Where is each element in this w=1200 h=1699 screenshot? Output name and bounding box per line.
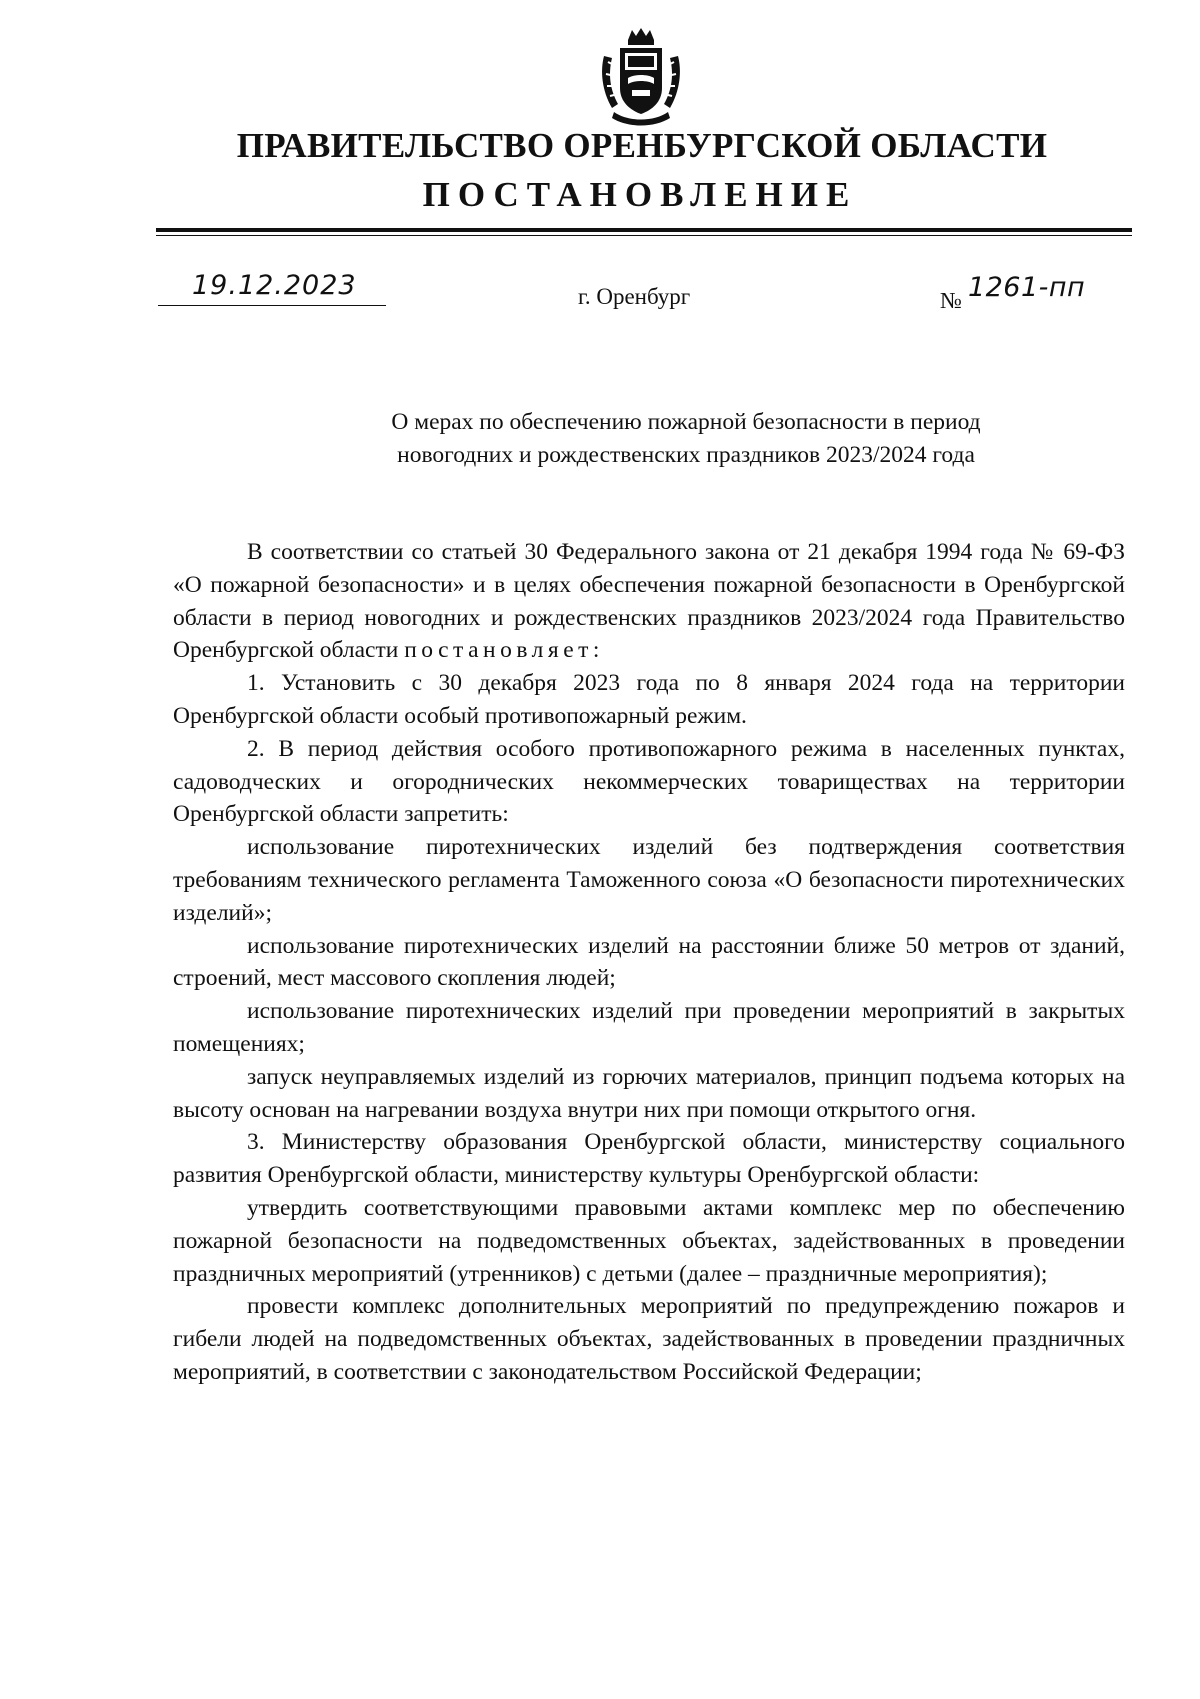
- header-rule-thin: [156, 235, 1132, 236]
- subject-line-1: О мерах по обеспечению пожарной безопасности в период: [391, 409, 981, 435]
- header-rule-thick: [156, 228, 1132, 232]
- date-value: 19.12.2023: [192, 270, 357, 301]
- document-subject: [198, 406, 1174, 472]
- date-underline: [158, 305, 386, 306]
- preamble-verb: постановляет:: [404, 637, 604, 664]
- government-name: ПРАВИТЕЛЬСТВО ОРЕНБУРГСКОЙ ОБЛАСТИ: [236, 126, 1048, 165]
- body-paragraph: провести комплекс дополнительных мероприятий по предупреждению пожаров и гибели людей на подведомственных объектах, задействованных в проведении праздничных мероприятий, в соответствии с законодательством Российской Федерации;: [173, 1293, 1125, 1385]
- body-paragraph: запуск неуправляемых изделий из горючих материалов, принцип подъема которых на высоту основан на нагревании воздуха внутри них при помощи открытого огня.: [173, 1063, 1125, 1123]
- body-paragraph: использование пиротехнических изделий без подтверждения соответствия требованиям технического регламента Таможенного союза «О безопасности пиротехнических изделий»;: [173, 834, 1125, 926]
- document-body: [173, 536, 1125, 1389]
- document-date: [158, 270, 386, 314]
- document-number: [940, 272, 1086, 313]
- document-type: ПОСТАНОВЛЕНИЕ: [422, 175, 858, 214]
- body-paragraph: 1. Установить с 30 декабря 2023 года по 8 января 2024 года на территории Оренбургской области особый противопожарный режим.: [173, 670, 1125, 729]
- document-city: г. Оренбург: [578, 284, 691, 309]
- body-paragraph: использование пиротехнических изделий при проведении мероприятий в закрытых помещениях;: [173, 998, 1125, 1057]
- body-paragraph: 2. В период действия особого противопожарного режима в населенных пунктах, садоводческих и огороднических некоммерческих товариществах на территории Оренбургской области запретить:: [173, 735, 1125, 828]
- preamble-paragraph: [173, 536, 1125, 667]
- number-value: 1261-пп: [967, 272, 1086, 303]
- body-paragraph: использование пиротехнических изделий на расстоянии ближе 50 метров от зданий, строений, мест массового скопления людей;: [173, 932, 1125, 992]
- body-paragraph: 3. Министерству образования Оренбургской области, министерству социального развития Оренбургской области, министерству культуры Оренбургской области:: [173, 1129, 1125, 1189]
- number-sign: №: [940, 288, 962, 313]
- preamble-text: В соответствии со статьей 30 Федерального закона от 21 декабря 1994 года № 69-ФЗ «О пожарной безопасности» и в целях обеспечения пожарной безопасности в Оренбургской области в период новогодних и рождественских праздников 2023/2024 года Правительство Оренбургской области: [173, 539, 1125, 664]
- coat-of-arms-emblem: [598, 26, 684, 126]
- subject-line-2: новогодних и рождественских праздников 2023/2024 года: [397, 442, 975, 468]
- body-paragraph: утвердить соответствующими правовыми актами комплекс мер по обеспечению пожарной безопасности на подведомственных объектах, задействованных в проведении праздничных мероприятий (утренников) с детьми (далее – праздничные мероприятия);: [173, 1194, 1125, 1287]
